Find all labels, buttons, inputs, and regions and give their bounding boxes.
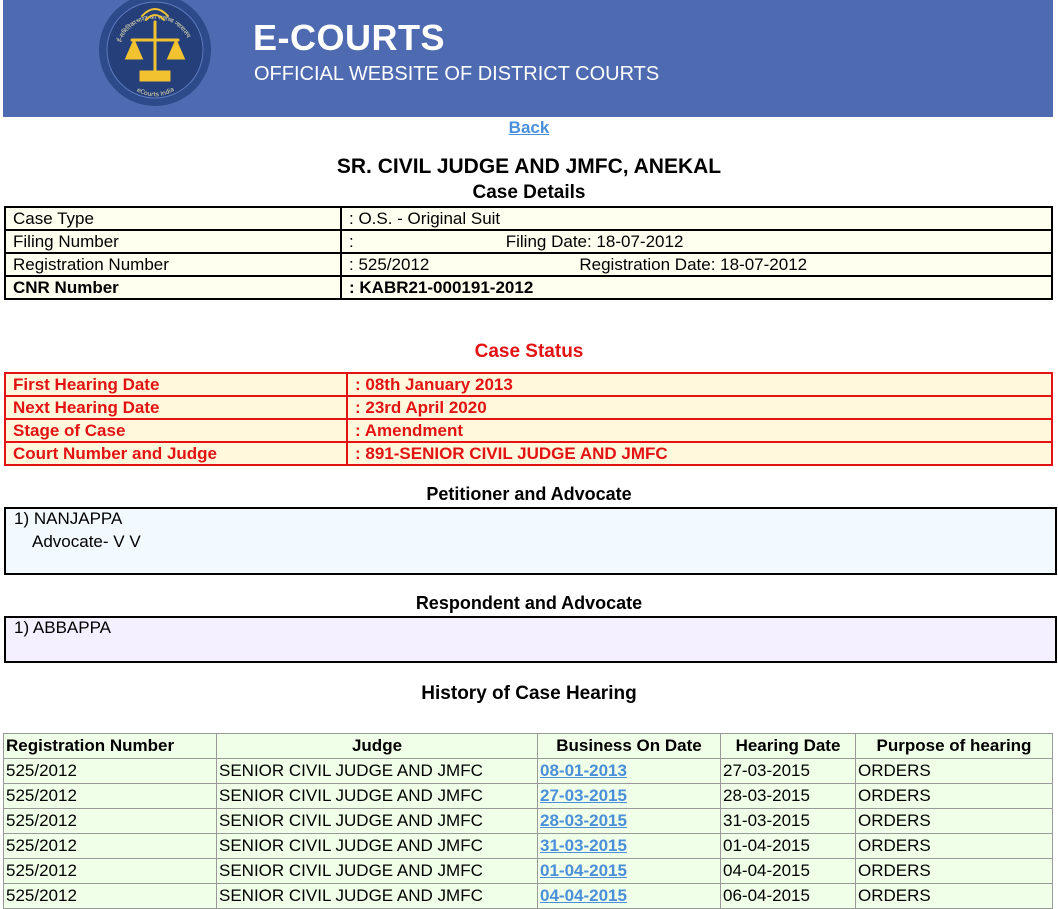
registration-number-cell: [341, 253, 1052, 276]
filing-date: Filing Date: 18-07-2012: [505, 231, 684, 251]
filing-number-value: :: [349, 231, 354, 251]
col-hearing-date: Hearing Date: [721, 734, 856, 759]
registration-number-cell: 525/2012: [4, 884, 217, 909]
judge-cell: SENIOR CIVIL JUDGE AND JMFC: [217, 884, 538, 909]
registration-number-cell: 525/2012: [4, 784, 217, 809]
business-date-link[interactable]: 27-03-2015: [540, 786, 627, 805]
site-title: E-COURTS: [253, 17, 445, 58]
registration-number-cell: 525/2012: [4, 809, 217, 834]
col-registration-number: Registration Number: [4, 734, 217, 759]
filing-number-cell: [341, 230, 1052, 253]
registration-date: Registration Date: 18-07-2012: [579, 254, 808, 274]
hearing-date-cell: 06-04-2015: [721, 884, 856, 909]
case-type-value: : O.S. - Original Suit: [341, 207, 1052, 230]
status-row: [5, 419, 1052, 442]
site-header: [3, 0, 1053, 117]
case-type-row: [5, 207, 1052, 230]
purpose-cell: ORDERS: [856, 884, 1053, 909]
purpose-cell: ORDERS: [856, 784, 1053, 809]
back-row: [0, 118, 1058, 138]
court-judge-value: : 891-SENIOR CIVIL JUDGE AND JMFC: [347, 442, 1052, 465]
table-row: [4, 759, 1053, 784]
cnr-label: CNR Number: [5, 276, 341, 299]
cnr-row: [5, 276, 1052, 299]
business-on-date-cell[interactable]: [538, 784, 721, 809]
respondent-box: [4, 616, 1057, 663]
business-date-link[interactable]: 08-01-2013: [540, 761, 627, 780]
registration-number-label: Registration Number: [5, 253, 341, 276]
logo-arc-text: ई-समितिकाभारत का सर्वोच्च न्यायालय: [115, 13, 192, 44]
status-row: [5, 442, 1052, 465]
stage-label: Stage of Case: [5, 419, 347, 442]
status-row: [5, 373, 1052, 396]
registration-number-cell: 525/2012: [4, 834, 217, 859]
judge-cell: SENIOR CIVIL JUDGE AND JMFC: [217, 834, 538, 859]
history-body: [4, 759, 1053, 909]
court-name: SR. CIVIL JUDGE AND JMFC, ANEKAL: [336, 155, 722, 178]
table-row: [4, 809, 1053, 834]
business-on-date-cell[interactable]: [538, 884, 721, 909]
registration-number-value: : 525/2012: [349, 254, 430, 274]
purpose-cell: ORDERS: [856, 809, 1053, 834]
table-row: [4, 884, 1053, 909]
business-date-link[interactable]: 31-03-2015: [540, 836, 627, 855]
site-subtitle: OFFICIAL WEBSITE OF DISTRICT COURTS: [254, 63, 660, 85]
hearing-date-cell: 28-03-2015: [721, 784, 856, 809]
petitioner-name: 1) NANJAPPA: [14, 509, 123, 528]
petitioner-box: [4, 507, 1057, 575]
status-row: [5, 396, 1052, 419]
business-on-date-cell[interactable]: [538, 834, 721, 859]
court-judge-label: Court Number and Judge: [5, 442, 347, 465]
table-row: [4, 834, 1053, 859]
first-hearing-value: : 08th January 2013: [347, 373, 1052, 396]
case-status-table: [4, 372, 1053, 466]
case-details-heading: Case Details: [472, 182, 586, 203]
col-judge: Judge: [217, 734, 538, 759]
business-date-link[interactable]: 28-03-2015: [540, 811, 627, 830]
purpose-cell: ORDERS: [856, 834, 1053, 859]
judge-cell: SENIOR CIVIL JUDGE AND JMFC: [217, 759, 538, 784]
col-business-on-date: Business On Date: [538, 734, 721, 759]
hearing-date-cell: 04-04-2015: [721, 859, 856, 884]
ecourts-emblem-icon: [96, 0, 214, 108]
history-table: [3, 733, 1053, 909]
stage-value: : Amendment: [347, 419, 1052, 442]
registration-number-cell: 525/2012: [4, 759, 217, 784]
next-hearing-value: : 23rd April 2020: [347, 396, 1052, 419]
case-status-heading: Case Status: [474, 341, 584, 362]
back-link[interactable]: Back: [508, 118, 550, 137]
history-heading: History of Case Hearing: [421, 683, 637, 704]
hearing-date-cell: 01-04-2015: [721, 834, 856, 859]
business-date-link[interactable]: 01-04-2015: [540, 861, 627, 880]
respondent-name: 1) ABBAPPA: [14, 618, 112, 637]
case-details-table: [4, 206, 1053, 300]
business-date-link[interactable]: 04-04-2015: [540, 886, 627, 905]
case-type-label: Case Type: [5, 207, 341, 230]
respondent-heading: Respondent and Advocate: [415, 593, 643, 613]
purpose-cell: ORDERS: [856, 759, 1053, 784]
purpose-cell: ORDERS: [856, 859, 1053, 884]
judge-cell: SENIOR CIVIL JUDGE AND JMFC: [217, 784, 538, 809]
next-hearing-label: Next Hearing Date: [5, 396, 347, 419]
registration-number-cell: 525/2012: [4, 859, 217, 884]
petitioner-advocate: Advocate- V V: [32, 532, 141, 551]
business-on-date-cell[interactable]: [538, 759, 721, 784]
table-row: [4, 859, 1053, 884]
registration-number-row: [5, 253, 1052, 276]
hearing-date-cell: 27-03-2015: [721, 759, 856, 784]
col-purpose: Purpose of hearing: [856, 734, 1053, 759]
history-header-row: [4, 734, 1053, 759]
filing-number-row: [5, 230, 1052, 253]
cnr-value: : KABR21-000191-2012: [341, 276, 1052, 299]
petitioner-heading: Petitioner and Advocate: [426, 484, 632, 504]
business-on-date-cell[interactable]: [538, 809, 721, 834]
judge-cell: SENIOR CIVIL JUDGE AND JMFC: [217, 859, 538, 884]
table-row: [4, 784, 1053, 809]
logo-caption: eCourts India: [135, 85, 176, 99]
business-on-date-cell[interactable]: [538, 859, 721, 884]
first-hearing-label: First Hearing Date: [5, 373, 347, 396]
filing-number-label: Filing Number: [5, 230, 341, 253]
judge-cell: SENIOR CIVIL JUDGE AND JMFC: [217, 809, 538, 834]
hearing-date-cell: 31-03-2015: [721, 809, 856, 834]
